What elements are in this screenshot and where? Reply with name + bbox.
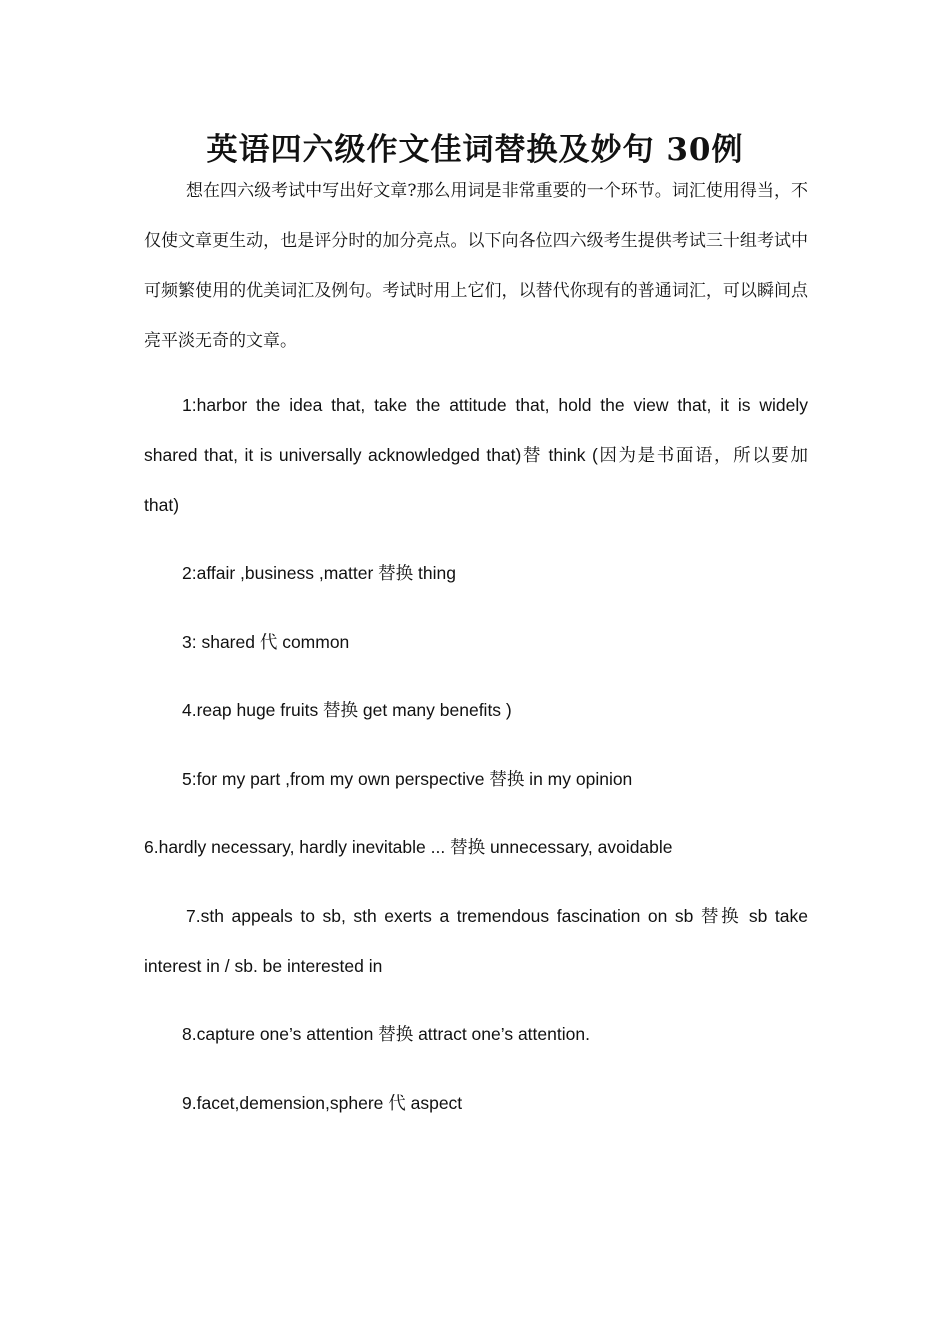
- document-title: 英语四六级作文佳词替换及妙句 30例: [206, 132, 744, 168]
- list-item: 2:affair ,business ,matter 替换 thing: [182, 563, 456, 583]
- list-item: 3: shared 代 common: [182, 632, 350, 652]
- list-item: 5:for my part ,from my own perspective 替换 in my opinion: [182, 769, 633, 789]
- intro-paragraph: 想在四六级考试中写出好文章?那么用词是非常重要的一个环节。词汇使用得当，不仅使文章更生动，也是评分时的加分亮点。以下向各位四六级考生提供考试三十组考试中可频繁使用的优美词汇及例句。考试时用上它们，以替代你现有的普通词汇，可以瞬间点亮平淡无奇的文章。: [144, 181, 808, 351]
- list-item: 6.hardly necessary, hardly inevitable ... 替换 unnecessary, avoidable: [144, 837, 673, 857]
- list-item: 4.reap huge fruits 替换 get many benefits ): [182, 700, 512, 720]
- list-item: 8.capture one’s attention 替换 attract one’s attention.: [182, 1024, 590, 1044]
- list-item: 7.sth appeals to sb, sth exerts a tremendous fascination on sb 替换 sb take interest in / sb. be interested in: [144, 906, 808, 976]
- list-item: 1:harbor the idea that, take the attitude that, hold the view that, it is widely shared that, it is universally acknowledged that)替 think (因为是书面语，所以要加 that): [144, 395, 808, 515]
- list-item: 9.facet,demension,sphere 代 aspect: [182, 1093, 463, 1113]
